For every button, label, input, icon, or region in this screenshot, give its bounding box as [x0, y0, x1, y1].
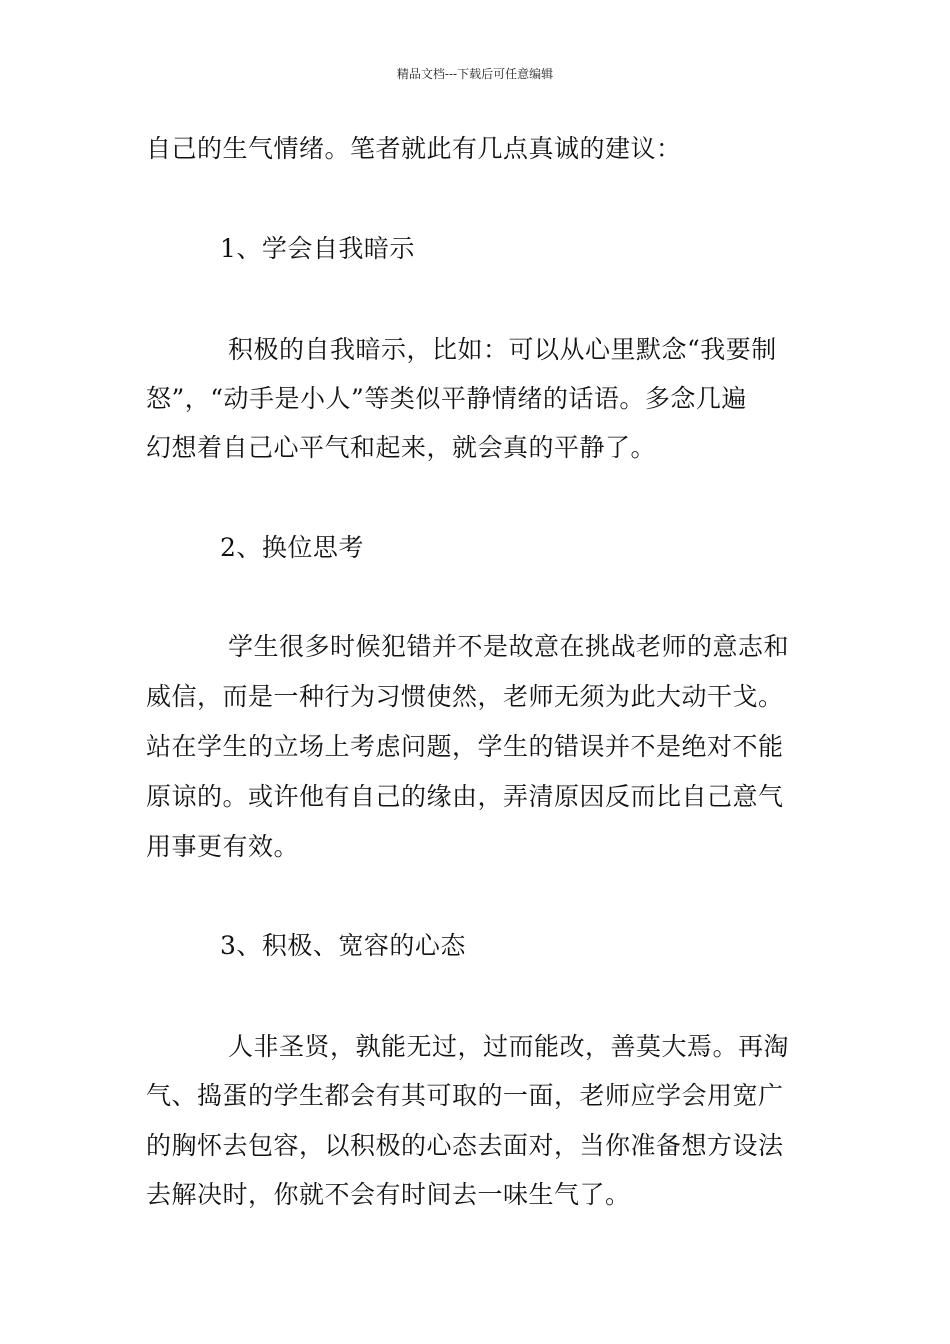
paragraph-line: 幻想着自己心平气和起来，就会真的平静了。 — [146, 433, 657, 462]
paragraph-line: 威信，而是一种行为习惯使然，老师无须为此大动干戈。 — [146, 682, 784, 711]
section-heading: 1、学会自我暗示 — [220, 234, 415, 263]
paragraph-line: 人非圣贤，孰能无过，过而能改，善莫大焉。再淘 — [228, 1032, 790, 1061]
paragraph-line: 去解决时，你就不会有时间去一味生气了。 — [146, 1180, 631, 1209]
paragraph-line: 积极的自我暗示，比如：可以从心里默念“我要制 — [228, 335, 777, 364]
paragraph-line: 用事更有效。 — [146, 832, 300, 861]
paragraph-line: 站在学生的立场上考虑问题，学生的错误并不是绝对不能 — [146, 732, 784, 761]
section-heading: 2、换位思考 — [220, 533, 364, 562]
section-heading: 3、积极、宽容的心态 — [220, 931, 466, 960]
paragraph-line: 自己的生气情绪。笔者就此有几点真诚的建议： — [146, 134, 682, 163]
paragraph-line: 学生很多时候犯错并不是故意在挑战老师的意志和 — [228, 632, 790, 661]
page-header: 精品文档---下载后可任意编辑 — [396, 67, 554, 81]
paragraph-line: 气、捣蛋的学生都会有其可取的一面，老师应学会用宽广 — [146, 1081, 784, 1110]
paragraph-line: 怒”，“动手是小人”等类似平静情绪的话语。多念几遍 — [146, 384, 747, 413]
paragraph-line: 的胸怀去包容，以积极的心态去面对，当你准备想方设法 — [146, 1131, 784, 1160]
paragraph-line: 原谅的。或许他有自己的缘由，弄清原因反而比自己意气 — [146, 782, 784, 811]
